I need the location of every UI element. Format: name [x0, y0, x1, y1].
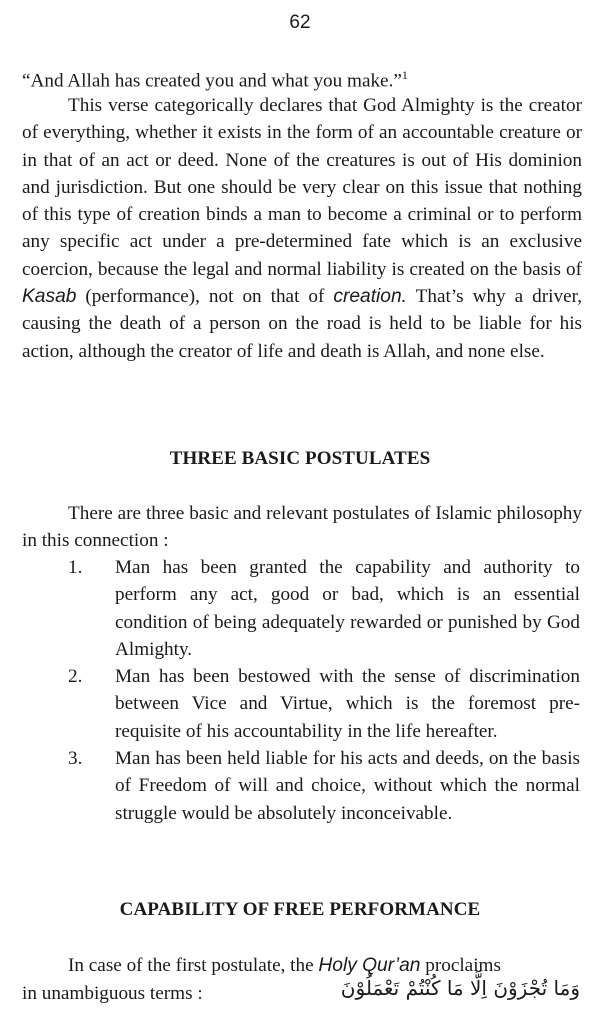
list-item	[0, 663, 600, 745]
paragraph-creator-part2: (performance), not on that of	[76, 286, 334, 308]
heading-three-basic-postulates: THREE BASIC POSTULATES	[169, 448, 431, 469]
paragraph-creator-part3: That’s why a driver, causing the death of a person on the road is held to be liable for his action, although the creator of life and death is Allah, and none else.	[22, 286, 582, 362]
list-item-text: Man has been held liable for his acts and deeds, on the basis of Freedom of will and choice, without which the normal struggle would be absolutely inconceivable.	[115, 748, 580, 824]
list-item-text: Man has been bestowed with the sense of discrimination between Vice and Virtue, which is the foremost pre-requisite of his accountability in the life hereafter.	[115, 666, 580, 742]
list-item-text: Man has been granted the capability and authority to perform any act, good or bad, which is an essential condition of being adequately rewarded or punished by God Almighty.	[115, 557, 580, 660]
footnote-marker: 1	[401, 68, 408, 82]
arabic-verse: وَمَا تُجْزَوْنَ اِلَّا مَا كُنْتُمْ تَعْمَلُوْنَ	[340, 976, 580, 1000]
paragraph-first-postulate-last-line: in unambiguous terms :	[22, 983, 203, 1004]
paragraph-creator	[22, 92, 582, 365]
term-holy-quran: Holy Qur’an	[318, 955, 421, 976]
heading-capability-of-free-performance: CAPABILITY OF FREE PERFORMANCE	[119, 899, 481, 920]
paragraph-postulates-intro: There are three basic and relevant postulates of Islamic philosophy in this connection :	[22, 503, 582, 552]
list-item-number: 2.	[68, 666, 83, 688]
list-item	[0, 745, 600, 827]
quote-text: “And Allah has created you and what you make.”	[22, 70, 402, 92]
quote-line	[22, 62, 582, 95]
list-item	[0, 554, 600, 663]
paragraph-first-postulate-part1: In case of the first postulate, the	[68, 955, 319, 976]
page-number: 62	[289, 12, 311, 33]
postulates-list	[0, 554, 600, 827]
paragraph-first-postulate-part2: proclaims	[420, 955, 501, 976]
list-item-number: 3.	[68, 748, 83, 770]
list-item-number: 1.	[68, 557, 83, 578]
term-kasab: Kasab	[22, 286, 77, 308]
term-creation: creation.	[333, 286, 407, 308]
paragraph-creator-part1: This verse categorically declares that God Almighty is the creator of everything, whether it exists in the form of an accountable creature or in that of an act or deed. None of the creatures is out of His dominion and jurisdiction. But one should be very clear on this issue that nothing of this type of creation binds a man to become a criminal or to perform any specific act under a pre-determined fate which is an exclusive coercion, because the legal and normal liability is created on the basis of	[22, 95, 582, 280]
